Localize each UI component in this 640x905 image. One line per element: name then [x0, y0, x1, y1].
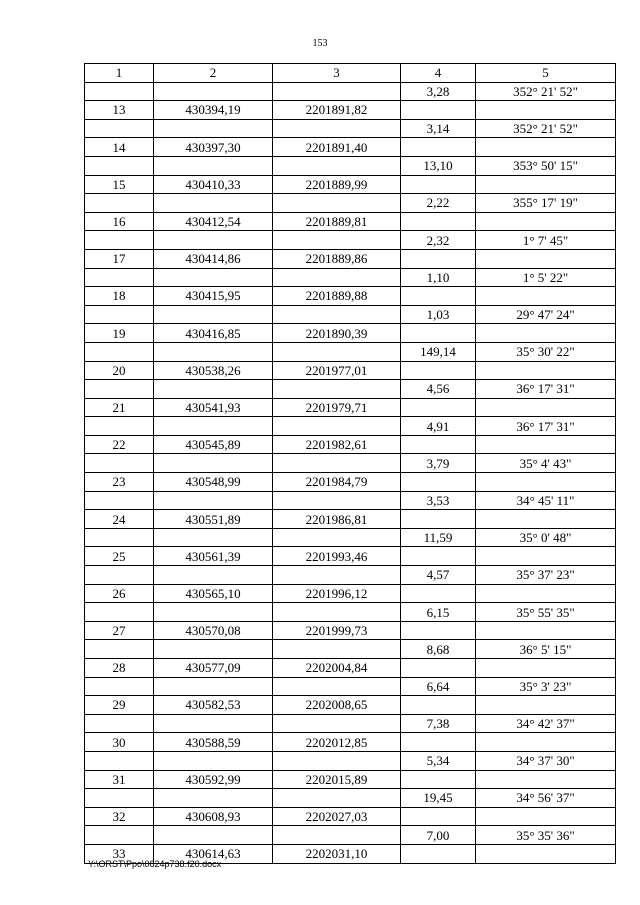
distance-cell: 4,57: [401, 566, 476, 585]
bearing-cell: 36° 17' 31": [476, 417, 616, 436]
point-number-cell: 23: [85, 473, 154, 492]
x-coordinate-cell: 430570,08: [154, 621, 273, 640]
y-coordinate-cell: [273, 82, 401, 101]
point-number-cell: 19: [85, 324, 154, 343]
point-number-cell: 31: [85, 770, 154, 789]
distance-cell: 3,14: [401, 119, 476, 138]
x-coordinate-cell: [154, 231, 273, 250]
x-coordinate-cell: 430412,54: [154, 212, 273, 231]
x-coordinate-cell: 430541,93: [154, 398, 273, 417]
y-coordinate-cell: 2201889,99: [273, 175, 401, 194]
y-coordinate-cell: 2201889,86: [273, 249, 401, 268]
table-row: [85, 231, 616, 250]
distance-cell: 3,53: [401, 491, 476, 510]
table-row: [85, 342, 616, 361]
table-row: [85, 807, 616, 826]
bearing-cell: 35° 55' 35": [476, 603, 616, 622]
x-coordinate-cell: [154, 454, 273, 473]
point-number-cell: [85, 305, 154, 324]
bearing-cell: [476, 733, 616, 752]
point-number-cell: 13: [85, 101, 154, 120]
x-coordinate-cell: [154, 491, 273, 510]
footer-file-path: Y:\ORST\Ppo\0824p738.f20.docx: [88, 859, 222, 869]
table-row: [85, 677, 616, 696]
y-coordinate-cell: 2201890,39: [273, 324, 401, 343]
distance-cell: [401, 807, 476, 826]
distance-cell: 3,28: [401, 82, 476, 101]
distance-cell: [401, 361, 476, 380]
point-number-cell: 30: [85, 733, 154, 752]
y-coordinate-cell: [273, 156, 401, 175]
distance-cell: 3,79: [401, 454, 476, 473]
table-row: [85, 640, 616, 659]
y-coordinate-cell: 2202004,84: [273, 659, 401, 678]
bearing-cell: [476, 844, 616, 863]
table-row: [85, 398, 616, 417]
point-number-cell: [85, 342, 154, 361]
distance-cell: 149,14: [401, 342, 476, 361]
table-row: [85, 491, 616, 510]
y-coordinate-cell: [273, 677, 401, 696]
bearing-cell: [476, 249, 616, 268]
point-number-cell: 33: [85, 844, 154, 863]
y-coordinate-cell: [273, 305, 401, 324]
y-coordinate-cell: 2201977,01: [273, 361, 401, 380]
y-coordinate-cell: [273, 342, 401, 361]
point-number-cell: [85, 156, 154, 175]
table-header-row: [85, 64, 616, 83]
x-coordinate-cell: 430588,59: [154, 733, 273, 752]
bearing-cell: 1° 7' 45": [476, 231, 616, 250]
table-row: [85, 603, 616, 622]
table-row: [85, 361, 616, 380]
point-number-cell: [85, 417, 154, 436]
table-row: [85, 714, 616, 733]
table-row: [85, 175, 616, 194]
point-number-cell: 27: [85, 621, 154, 640]
y-coordinate-cell: 2201891,40: [273, 138, 401, 157]
y-coordinate-cell: [273, 231, 401, 250]
point-number-cell: 18: [85, 287, 154, 306]
y-coordinate-cell: 2202031,10: [273, 844, 401, 863]
x-coordinate-cell: 430538,26: [154, 361, 273, 380]
distance-cell: [401, 138, 476, 157]
point-number-cell: [85, 194, 154, 213]
point-number-cell: [85, 603, 154, 622]
point-number-cell: 24: [85, 510, 154, 529]
distance-cell: [401, 696, 476, 715]
table-row: [85, 101, 616, 120]
page-number: 153: [312, 38, 328, 49]
point-number-cell: [85, 491, 154, 510]
distance-cell: [401, 398, 476, 417]
table-row: [85, 194, 616, 213]
distance-cell: [401, 621, 476, 640]
table-row: [85, 621, 616, 640]
point-number-cell: [85, 454, 154, 473]
point-number-cell: [85, 826, 154, 845]
y-coordinate-cell: [273, 454, 401, 473]
bearing-cell: 35° 37' 23": [476, 566, 616, 585]
x-coordinate-cell: 430582,53: [154, 696, 273, 715]
bearing-cell: [476, 547, 616, 566]
table-row: [85, 510, 616, 529]
table-row: [85, 789, 616, 808]
point-number-cell: 28: [85, 659, 154, 678]
point-number-cell: 20: [85, 361, 154, 380]
bearing-cell: 1° 5' 22": [476, 268, 616, 287]
y-coordinate-cell: [273, 603, 401, 622]
column-header: 1: [85, 64, 154, 83]
distance-cell: [401, 324, 476, 343]
x-coordinate-cell: 430397,30: [154, 138, 273, 157]
bearing-cell: 29° 47' 24": [476, 305, 616, 324]
point-number-cell: [85, 640, 154, 659]
y-coordinate-cell: [273, 789, 401, 808]
y-coordinate-cell: 2202015,89: [273, 770, 401, 789]
x-coordinate-cell: [154, 826, 273, 845]
table-row: [85, 733, 616, 752]
distance-cell: 1,03: [401, 305, 476, 324]
point-number-cell: [85, 528, 154, 547]
x-coordinate-cell: [154, 156, 273, 175]
bearing-cell: [476, 324, 616, 343]
distance-cell: [401, 547, 476, 566]
x-coordinate-cell: [154, 528, 273, 547]
y-coordinate-cell: 2201993,46: [273, 547, 401, 566]
distance-cell: 13,10: [401, 156, 476, 175]
point-number-cell: [85, 231, 154, 250]
bearing-cell: 353° 50' 15": [476, 156, 616, 175]
point-number-cell: [85, 677, 154, 696]
bearing-cell: [476, 770, 616, 789]
bearing-cell: 352° 21' 52": [476, 119, 616, 138]
table-row: [85, 566, 616, 585]
table-body: [85, 82, 616, 863]
table-row: [85, 473, 616, 492]
y-coordinate-cell: [273, 268, 401, 287]
x-coordinate-cell: [154, 194, 273, 213]
column-header: 3: [273, 64, 401, 83]
bearing-cell: [476, 621, 616, 640]
x-coordinate-cell: 430592,99: [154, 770, 273, 789]
bearing-cell: 35° 3' 23": [476, 677, 616, 696]
bearing-cell: [476, 287, 616, 306]
bearing-cell: 352° 21' 52": [476, 82, 616, 101]
x-coordinate-cell: 430561,39: [154, 547, 273, 566]
x-coordinate-cell: 430415,95: [154, 287, 273, 306]
x-coordinate-cell: [154, 714, 273, 733]
x-coordinate-cell: 430394,19: [154, 101, 273, 120]
distance-cell: 8,68: [401, 640, 476, 659]
distance-cell: [401, 770, 476, 789]
bearing-cell: 355° 17' 19": [476, 194, 616, 213]
x-coordinate-cell: 430577,09: [154, 659, 273, 678]
bearing-cell: [476, 473, 616, 492]
point-number-cell: 29: [85, 696, 154, 715]
x-coordinate-cell: 430614,63: [154, 844, 273, 863]
x-coordinate-cell: 430410,33: [154, 175, 273, 194]
x-coordinate-cell: [154, 268, 273, 287]
table-row: [85, 751, 616, 770]
bearing-cell: 34° 56' 37": [476, 789, 616, 808]
distance-cell: [401, 212, 476, 231]
y-coordinate-cell: 2202027,03: [273, 807, 401, 826]
bearing-cell: [476, 659, 616, 678]
table-row: [85, 324, 616, 343]
x-coordinate-cell: [154, 751, 273, 770]
distance-cell: 6,64: [401, 677, 476, 696]
x-coordinate-cell: [154, 380, 273, 399]
y-coordinate-cell: [273, 417, 401, 436]
y-coordinate-cell: [273, 714, 401, 733]
x-coordinate-cell: [154, 603, 273, 622]
x-coordinate-cell: [154, 342, 273, 361]
x-coordinate-cell: [154, 305, 273, 324]
x-coordinate-cell: 430565,10: [154, 584, 273, 603]
y-coordinate-cell: 2201889,81: [273, 212, 401, 231]
bearing-cell: 36° 5' 15": [476, 640, 616, 659]
table-row: [85, 287, 616, 306]
distance-cell: 2,32: [401, 231, 476, 250]
x-coordinate-cell: 430414,86: [154, 249, 273, 268]
table-row: [85, 547, 616, 566]
y-coordinate-cell: [273, 566, 401, 585]
bearing-cell: [476, 510, 616, 529]
point-number-cell: 32: [85, 807, 154, 826]
bearing-cell: 35° 35' 36": [476, 826, 616, 845]
distance-cell: [401, 287, 476, 306]
point-number-cell: [85, 789, 154, 808]
table-row: [85, 82, 616, 101]
bearing-cell: [476, 398, 616, 417]
bearing-cell: 35° 30' 22": [476, 342, 616, 361]
distance-cell: [401, 249, 476, 268]
bearing-cell: [476, 807, 616, 826]
bearing-cell: 35° 0' 48": [476, 528, 616, 547]
bearing-cell: 34° 45' 11": [476, 491, 616, 510]
bearing-cell: [476, 175, 616, 194]
distance-cell: 7,38: [401, 714, 476, 733]
y-coordinate-cell: 2202008,65: [273, 696, 401, 715]
distance-cell: 7,00: [401, 826, 476, 845]
table-row: [85, 119, 616, 138]
table-row: [85, 770, 616, 789]
y-coordinate-cell: [273, 528, 401, 547]
y-coordinate-cell: [273, 491, 401, 510]
point-number-cell: 26: [85, 584, 154, 603]
x-coordinate-cell: 430548,99: [154, 473, 273, 492]
y-coordinate-cell: [273, 640, 401, 659]
y-coordinate-cell: 2202012,85: [273, 733, 401, 752]
y-coordinate-cell: [273, 380, 401, 399]
x-coordinate-cell: [154, 417, 273, 436]
y-coordinate-cell: 2201986,81: [273, 510, 401, 529]
y-coordinate-cell: 2201979,71: [273, 398, 401, 417]
y-coordinate-cell: [273, 751, 401, 770]
distance-cell: [401, 659, 476, 678]
x-coordinate-cell: [154, 640, 273, 659]
x-coordinate-cell: [154, 677, 273, 696]
bearing-cell: [476, 212, 616, 231]
x-coordinate-cell: [154, 566, 273, 585]
bearing-cell: [476, 584, 616, 603]
table-row: [85, 156, 616, 175]
y-coordinate-cell: [273, 119, 401, 138]
table-row: [85, 212, 616, 231]
table-row: [85, 696, 616, 715]
x-coordinate-cell: [154, 82, 273, 101]
distance-cell: 5,34: [401, 751, 476, 770]
distance-cell: 6,15: [401, 603, 476, 622]
distance-cell: 19,45: [401, 789, 476, 808]
bearing-cell: 34° 42' 37": [476, 714, 616, 733]
point-number-cell: [85, 714, 154, 733]
table-row: [85, 528, 616, 547]
bearing-cell: [476, 361, 616, 380]
bearing-cell: [476, 435, 616, 454]
bearing-cell: 34° 37' 30": [476, 751, 616, 770]
x-coordinate-cell: 430416,85: [154, 324, 273, 343]
x-coordinate-cell: 430545,89: [154, 435, 273, 454]
table-row: [85, 138, 616, 157]
bearing-cell: [476, 696, 616, 715]
y-coordinate-cell: 2201889,88: [273, 287, 401, 306]
distance-cell: [401, 733, 476, 752]
column-header: 4: [401, 64, 476, 83]
y-coordinate-cell: [273, 826, 401, 845]
distance-cell: [401, 435, 476, 454]
x-coordinate-cell: 430608,93: [154, 807, 273, 826]
point-number-cell: 14: [85, 138, 154, 157]
point-number-cell: [85, 82, 154, 101]
table-row: [85, 380, 616, 399]
table-row: [85, 435, 616, 454]
column-header: 5: [476, 64, 616, 83]
table-row: [85, 268, 616, 287]
table-row: [85, 249, 616, 268]
distance-cell: 4,56: [401, 380, 476, 399]
point-number-cell: [85, 566, 154, 585]
y-coordinate-cell: 2201982,61: [273, 435, 401, 454]
point-number-cell: 21: [85, 398, 154, 417]
distance-cell: 2,22: [401, 194, 476, 213]
bearing-cell: 36° 17' 31": [476, 380, 616, 399]
bearing-cell: 35° 4' 43": [476, 454, 616, 473]
y-coordinate-cell: 2201999,73: [273, 621, 401, 640]
table-row: [85, 417, 616, 436]
distance-cell: 1,10: [401, 268, 476, 287]
distance-cell: [401, 584, 476, 603]
point-number-cell: 22: [85, 435, 154, 454]
distance-cell: 11,59: [401, 528, 476, 547]
point-number-cell: [85, 119, 154, 138]
distance-cell: [401, 473, 476, 492]
table-row: [85, 659, 616, 678]
y-coordinate-cell: [273, 194, 401, 213]
point-number-cell: [85, 268, 154, 287]
table-row: [85, 305, 616, 324]
point-number-cell: [85, 380, 154, 399]
column-header: 2: [154, 64, 273, 83]
distance-cell: [401, 101, 476, 120]
distance-cell: [401, 175, 476, 194]
distance-cell: [401, 510, 476, 529]
point-number-cell: [85, 751, 154, 770]
y-coordinate-cell: 2201984,79: [273, 473, 401, 492]
x-coordinate-cell: 430551,89: [154, 510, 273, 529]
point-number-cell: 16: [85, 212, 154, 231]
point-number-cell: 25: [85, 547, 154, 566]
table-row: [85, 584, 616, 603]
bearing-cell: [476, 138, 616, 157]
x-coordinate-cell: [154, 119, 273, 138]
x-coordinate-cell: [154, 789, 273, 808]
distance-cell: [401, 844, 476, 863]
bearing-cell: [476, 101, 616, 120]
coordinates-table: [84, 63, 616, 864]
y-coordinate-cell: 2201891,82: [273, 101, 401, 120]
point-number-cell: 17: [85, 249, 154, 268]
distance-cell: 4,91: [401, 417, 476, 436]
table-row: [85, 826, 616, 845]
table-row: [85, 454, 616, 473]
point-number-cell: 15: [85, 175, 154, 194]
y-coordinate-cell: 2201996,12: [273, 584, 401, 603]
